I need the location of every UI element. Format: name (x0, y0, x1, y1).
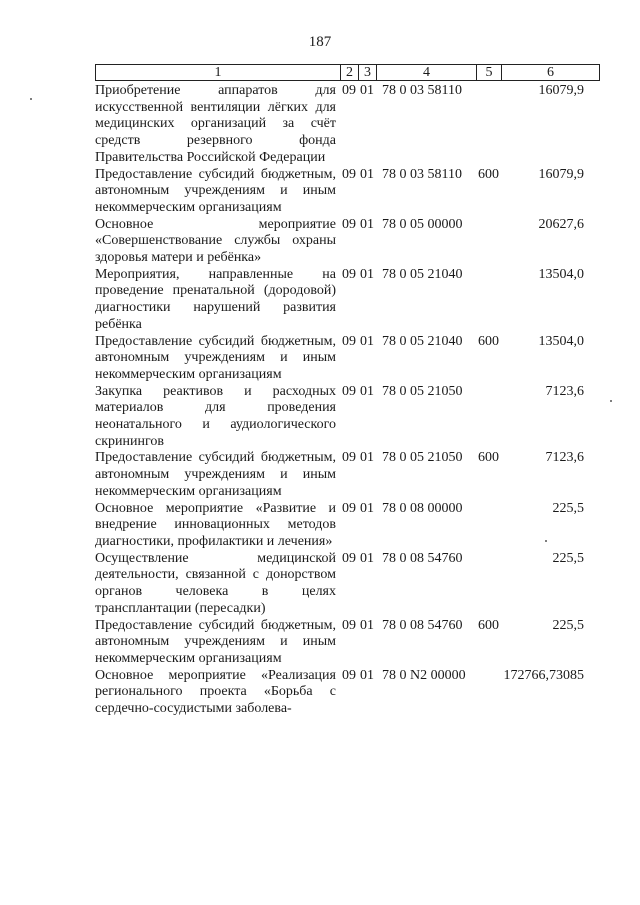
row-amount: 7123,6 (545, 383, 584, 399)
row-target-article: 78 0 08 00000 (382, 500, 463, 516)
row-subsection-code: 01 (360, 500, 374, 516)
row-amount: 7123,6 (545, 450, 584, 466)
row-subsection-code: 01 (360, 166, 374, 182)
row-target-article: 78 0 08 54760 (382, 617, 463, 633)
row-target-article: 78 0 05 21050 (382, 383, 463, 399)
row-subsection-code: 01 (360, 450, 374, 466)
header-col-4: 4 (377, 65, 477, 80)
row-subsection-code: 01 (360, 667, 374, 683)
row-description: Осуществление медицинской деятельности, связанной с донорством органов человека в целях трансплантации (пересадки) (95, 550, 336, 616)
table-row (95, 450, 600, 500)
row-target-article: 78 0 05 21050 (382, 450, 463, 466)
row-subsection-code: 01 (360, 617, 374, 633)
scan-speck (30, 98, 32, 100)
row-description: Основное мероприятие «Совершенствование службы охраны здоровья матери и ребёнка» (95, 216, 336, 266)
table-row (95, 267, 600, 334)
row-description: Предоставление субсидий бюджетным, автономным учреждениям и иным некоммерческим организациям (95, 617, 336, 666)
table-row (95, 551, 600, 618)
row-description: Предоставление субсидий бюджетным, автономным учреждениям и иным некоммерческим организациям (95, 333, 336, 382)
row-amount: 13504,0 (538, 333, 584, 349)
row-expense-type: 600 (478, 166, 499, 182)
scan-speck (545, 540, 547, 542)
row-section-code: 09 (342, 383, 356, 399)
row-amount: 225,5 (552, 550, 584, 566)
row-amount: 225,5 (552, 500, 584, 516)
row-target-article: 78 0 03 58110 (382, 83, 462, 98)
row-expense-type: 600 (478, 450, 499, 466)
table-row (95, 217, 600, 267)
table-body (95, 83, 600, 718)
row-expense-type (476, 551, 501, 618)
row-expense-type (476, 217, 501, 267)
row-expense-type: 600 (478, 333, 499, 349)
row-subsection-code: 01 (360, 333, 374, 349)
row-description: Приобретение аппаратов для искусственной вентиляции лёгких для медицинских организаций за счёт средств резервного фонда Правительства Российской Федерации (95, 83, 336, 165)
row-subsection-code: 01 (360, 550, 374, 566)
row-amount: 16079,9 (538, 166, 584, 182)
page-number: 187 (308, 34, 332, 50)
row-amount: 225,5 (552, 617, 584, 633)
row-expense-type (476, 501, 501, 551)
row-description: Закупка реактивов и расходных материалов для проведения неонатального и аудиологического скринингов (95, 383, 336, 449)
table-row (95, 618, 600, 668)
row-expense-type (476, 384, 501, 451)
row-expense-type (476, 267, 501, 334)
row-amount: 16079,9 (538, 83, 584, 98)
row-section-code: 09 (342, 333, 356, 349)
row-section-code: 09 (342, 216, 356, 232)
table-row (95, 384, 600, 451)
row-section-code: 09 (342, 450, 356, 466)
row-subsection-code: 01 (360, 216, 374, 232)
row-amount: 13504,0 (538, 266, 584, 282)
row-target-article: 78 0 08 54760 (382, 550, 463, 566)
table-row (95, 167, 600, 217)
scan-speck (610, 400, 612, 402)
table-row (95, 501, 600, 551)
row-target-article: 78 0 05 21040 (382, 333, 463, 349)
row-amount: 172766,73085 (503, 667, 584, 683)
table-row (95, 334, 600, 384)
budget-table (95, 64, 600, 718)
row-subsection-code: 01 (360, 383, 374, 399)
header-col-5: 5 (477, 65, 502, 80)
row-section-code: 09 (342, 667, 356, 683)
row-description: Мероприятия, направленные на проведение пренатальной (дородовой) диагностики нарушений развития ребёнка (95, 266, 336, 332)
table-row (95, 83, 600, 167)
row-expense-type (476, 668, 501, 718)
row-subsection-code: 01 (360, 83, 374, 98)
row-target-article: 78 0 N2 00000 (382, 667, 466, 683)
row-amount: 20627,6 (538, 216, 584, 232)
row-target-article: 78 0 03 58110 (382, 166, 462, 182)
row-expense-type (476, 83, 501, 167)
row-target-article: 78 0 05 00000 (382, 216, 463, 232)
row-section-code: 09 (342, 500, 356, 516)
header-col-3: 3 (359, 65, 377, 80)
row-expense-type: 600 (478, 617, 499, 633)
row-target-article: 78 0 05 21040 (382, 266, 463, 282)
row-section-code: 09 (342, 83, 356, 98)
table-row (95, 668, 600, 718)
table-header (95, 64, 600, 81)
row-section-code: 09 (342, 266, 356, 282)
row-description: Основное мероприятие «Развитие и внедрение инновационных методов диагностики, профилактики и лечения» (95, 500, 336, 549)
header-col-1: 1 (96, 65, 341, 80)
row-description: Предоставление субсидий бюджетным, автономным учреждениям и иным некоммерческим организациям (95, 450, 336, 499)
header-col-2: 2 (341, 65, 359, 80)
row-section-code: 09 (342, 550, 356, 566)
row-section-code: 09 (342, 617, 356, 633)
row-subsection-code: 01 (360, 266, 374, 282)
row-section-code: 09 (342, 166, 356, 182)
row-description: Предоставление субсидий бюджетным, автономным учреждениям и иным некоммерческим организациям (95, 166, 336, 215)
header-col-6: 6 (547, 65, 554, 80)
row-description: Основное мероприятие «Реализация регионального проекта «Борьба с сердечно-сосудистыми заболева- (95, 667, 336, 717)
